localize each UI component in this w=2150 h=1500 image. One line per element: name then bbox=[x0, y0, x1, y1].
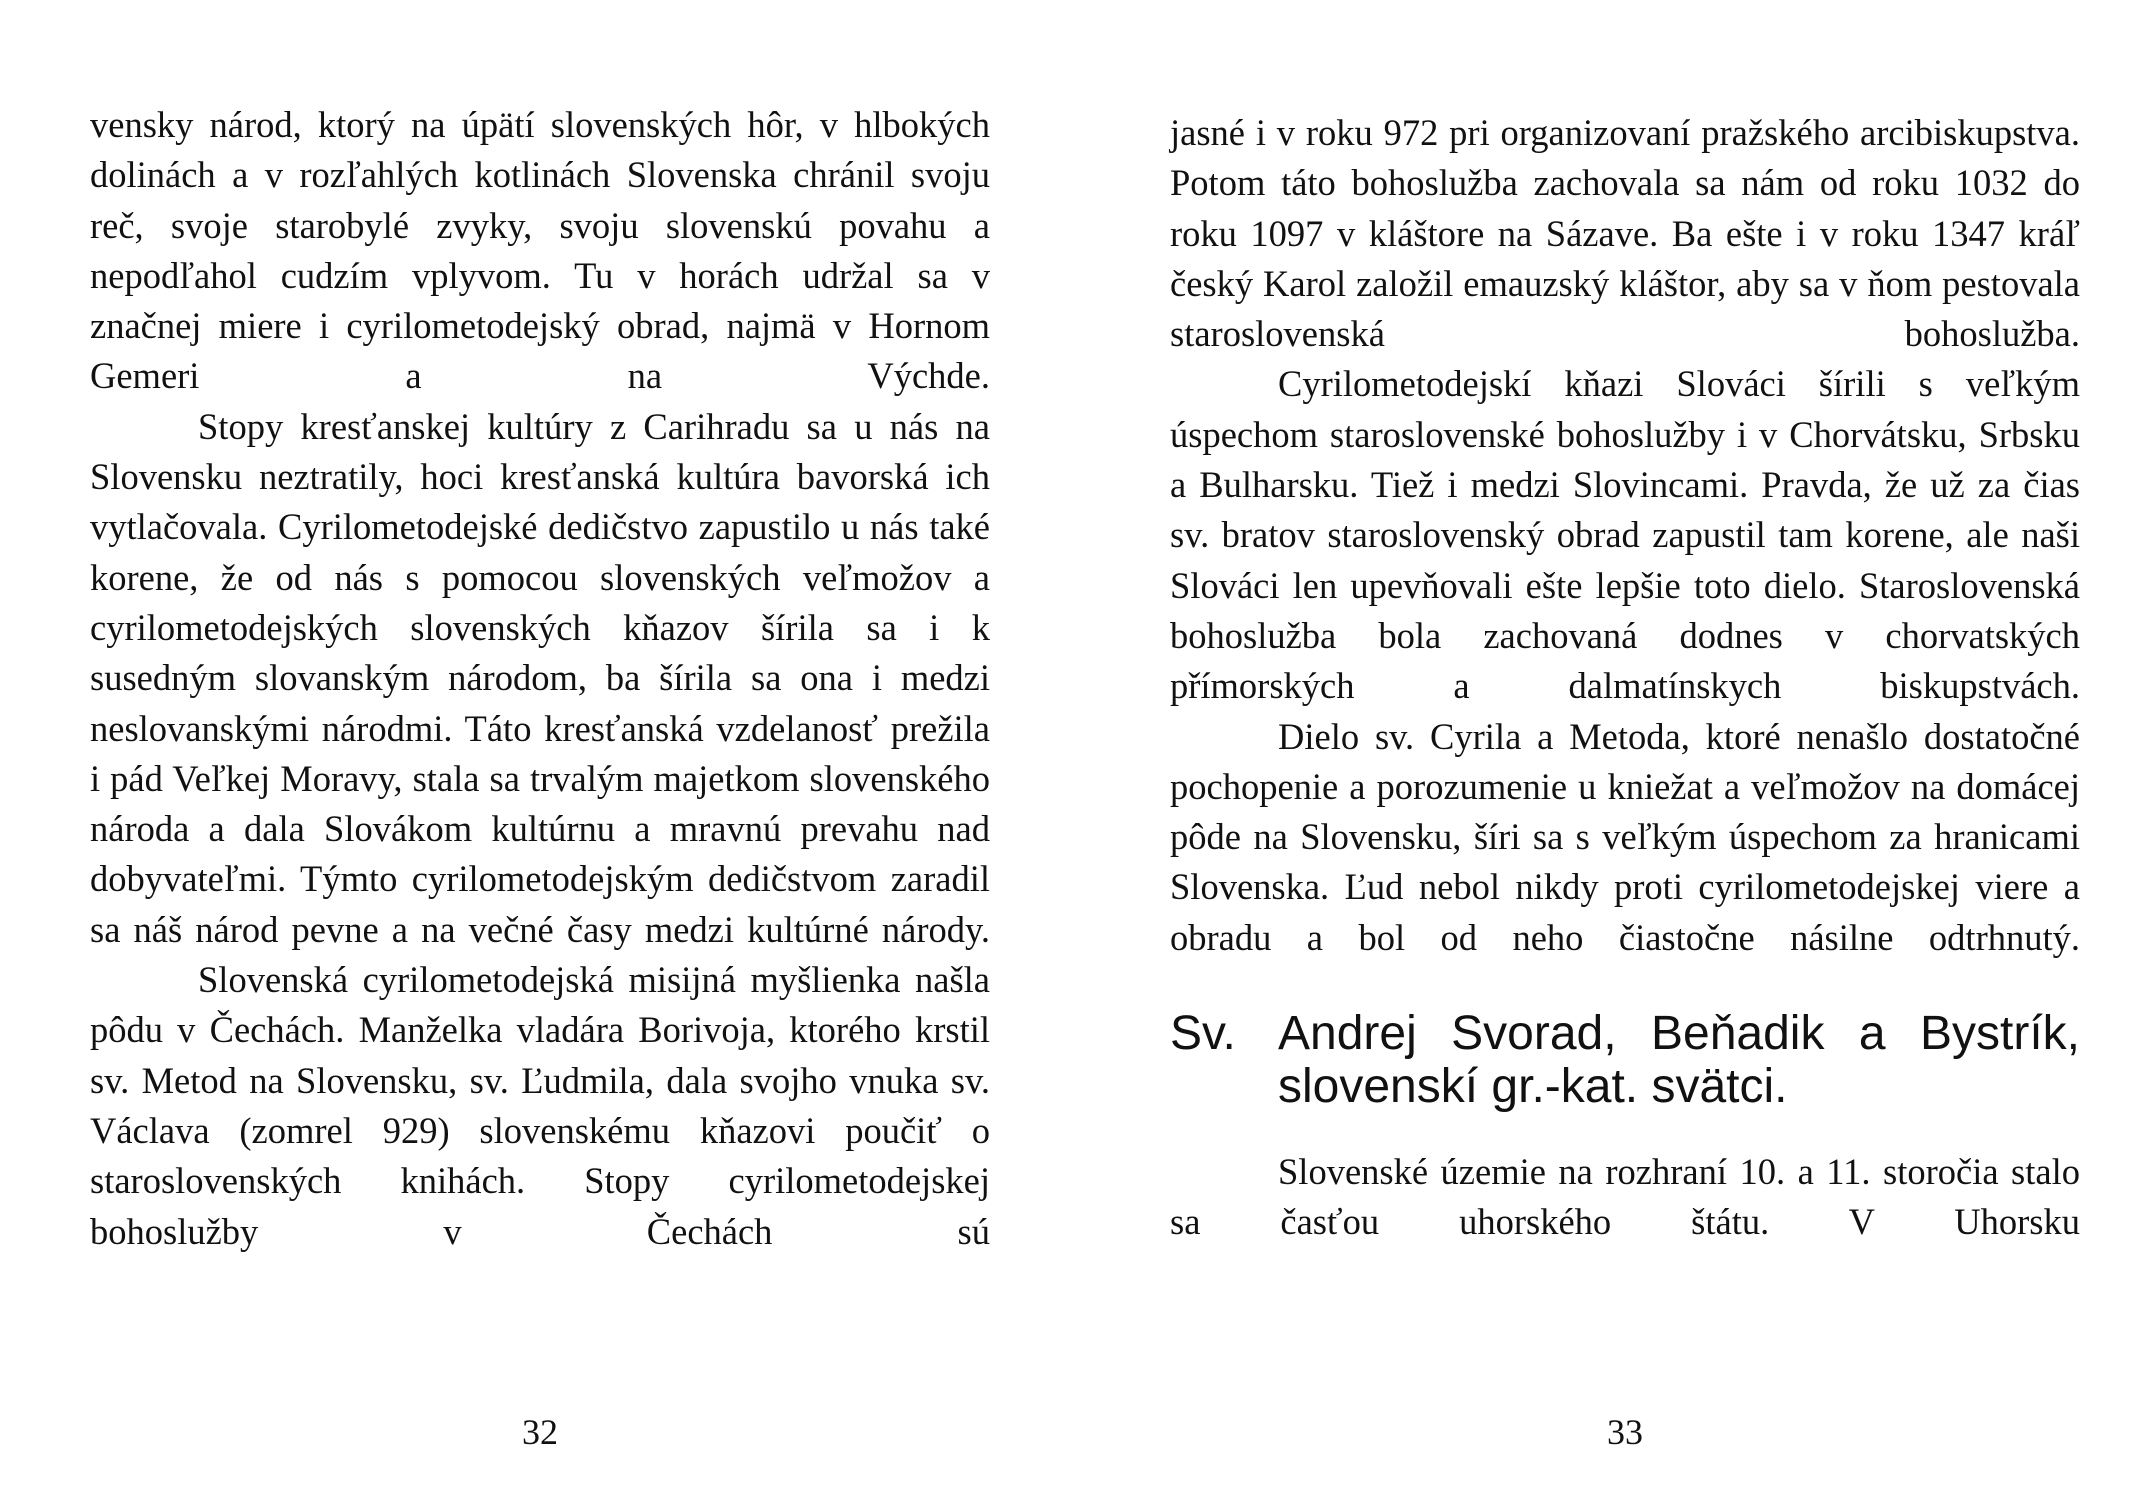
left-page bbox=[90, 0, 990, 1500]
right-paragraph-3: Dielo sv. Cyrila a Metoda, ktoré nenašlo dostatočné pochopenie a porozumenie u kniežat a veľmožov na domácej pôde na Slovensku, šíri sa s veľkým úspechom za hranicami Slovenska. Ľud nebol nikdy proti cyrilometodejskej viere a obradu a bol od neho čiastočne násilne odtrhnutý. bbox=[1170, 715, 2080, 958]
section-heading-lead: Sv. bbox=[1170, 1007, 1236, 1061]
left-paragraph-3: Slovenská cyrilometodejská misijná myšlienka našla pôdu v Čechách. Manželka vladára Borivoja, ktorého krstil sv. Metod na Slovensku, sv. Ľudmila, dala svojho vnuka sv. Václava (zomrel 929) slovenskému kňazovi poučiť o staroslovenských knihách. Stopy cyrilometodejskej bohoslužby v Čechách sú bbox=[90, 959, 990, 1252]
section-heading bbox=[1170, 1007, 2080, 1113]
left-paragraph-1: vensky národ, ktorý na úpätí slovenských hôr, v hlbokých dolinách a v rozľahlých kotlinách Slovenska chránil svoju reč, svoje starobylé zvyky, svoju slovenskú povahu a nepodľahol cudzím vplyvom. Tu v horách udržal sa v značnej miere i cyrilometodejský obrad, najmä v Hornom Gemeri a na Výchde. bbox=[90, 104, 990, 397]
section-heading-title: Andrej Svorad, Beňadik a Bystrík, slovenskí gr.-kat. svätci. bbox=[1278, 1007, 2080, 1114]
left-paragraph-2: Stopy kresťanskej kultúry z Carihradu sa u nás na Slovensku neztratily, hoci kresťanská kultúra bavorská ich vytlačovala. Cyrilometodejské dedičstvo zapustilo u nás také korene, že od nás s pomocou slovenských veľmožov a cyrilometodejských slovenských kňazov šírila sa i k susedným slovanským národom, ba šírila sa ona i medzi neslovanskými národmi. Táto kresťanská vzdelanosť prežila i pád Veľkej Moravy, stala sa trvalým majetkom slovenského národa a dala Slovákom kultúrnu a mravnú prevahu nad dobyvateľmi. Týmto cyrilometodejským dedičstvom zaradil sa náš národ pevne a na večné časy medzi kultúrné národy. bbox=[90, 405, 990, 950]
right-paragraph-final: Slovenské územie na rozhraní 10. a 11. storočia stalo sa časťou uhorského štátu. V Uhorsku bbox=[1170, 1151, 2080, 1243]
right-page bbox=[1170, 0, 2080, 1500]
right-page-text bbox=[1170, 108, 2080, 1248]
left-page-number: 32 bbox=[522, 1412, 558, 1452]
left-page-text bbox=[90, 100, 990, 1257]
right-page-number: 33 bbox=[1607, 1412, 1643, 1452]
right-paragraph-2: Cyrilometodejskí kňazi Slováci šírili s veľkým úspechom staroslovenské bohoslužby i v Chorvátsku, Srbsku a Bulharsku. Tiež i medzi Slovincami. Pravda, že už za čias sv. bratov staroslovenský obrad zapustil tam korene, ale naši Slováci len upevňovali ešte lepšie toto dielo. Staroslovenská bohoslužba bola zachovaná dodnes v chorvatských přímorských a dalmatínskych biskupstvách. bbox=[1170, 363, 2080, 707]
right-paragraph-1: jasné i v roku 972 pri organizovaní pražského arcibiskupstva. Potom táto bohoslužba zachovala sa nám od roku 1032 do roku 1097 v kláštore na Sázave. Ba ešte i v roku 1347 kráľ český Karol založil emauzský kláštor, aby sa v ňom pestovala staroslovenská bohoslužba. bbox=[1170, 112, 2080, 355]
